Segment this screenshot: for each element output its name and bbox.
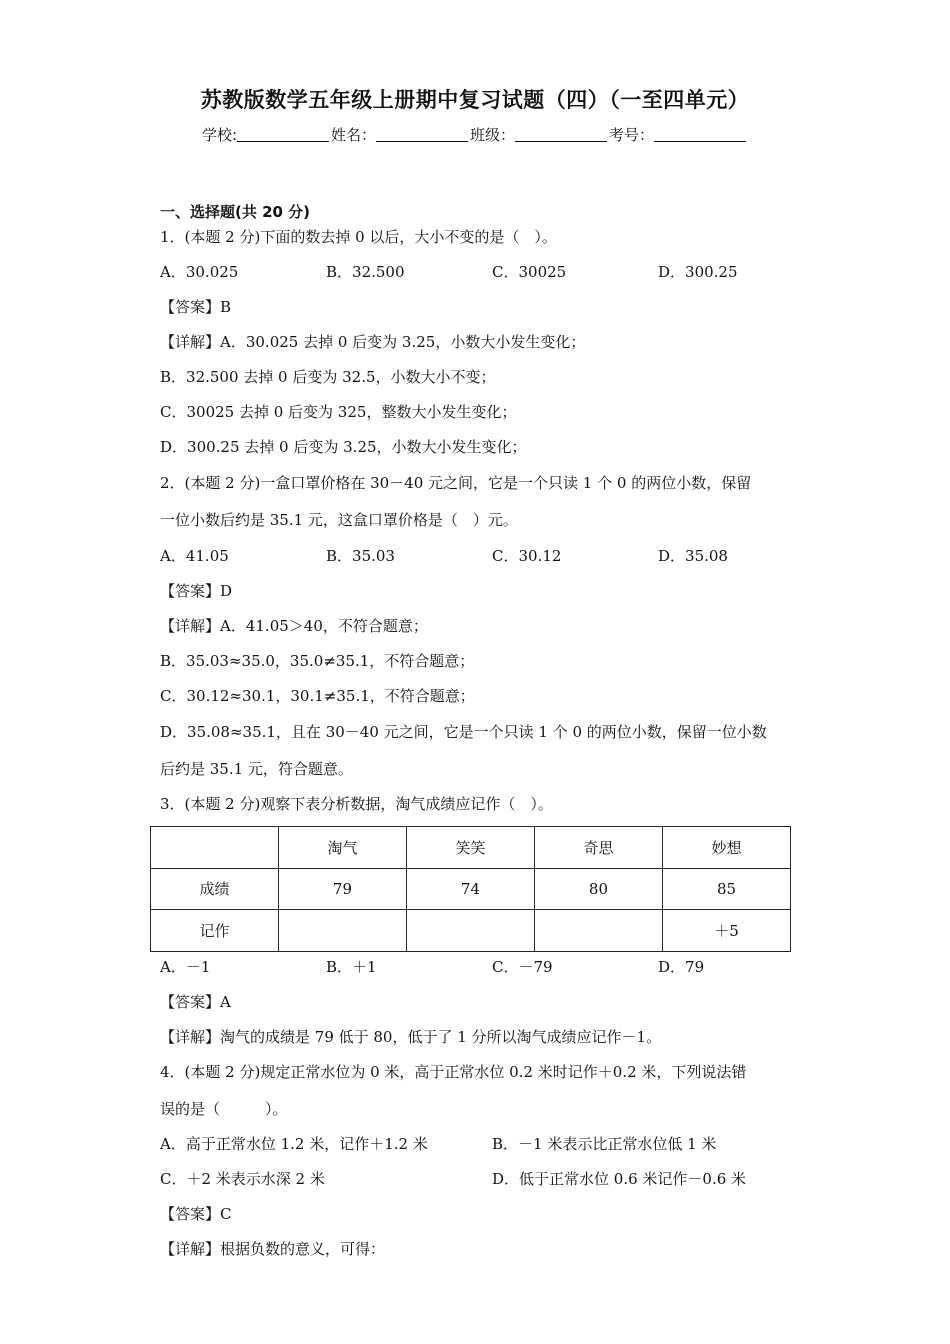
school-label: 学校:	[201, 126, 237, 144]
q4-stem-line: 误的是（ ）。	[160, 1100, 288, 1118]
q3-option-b: B．＋1	[326, 958, 377, 976]
q2-stem-line: 一位小数后约是 35.1 元，这盒口罩价格是（ ）元。	[160, 511, 518, 529]
q1-explain-line: B．32.500 去掉 0 后变为 32.5，小数大小不变；	[160, 368, 496, 386]
q4-option-a: A．高于正常水位 1.2 米，记作＋1.2 米	[160, 1135, 428, 1153]
table-header-row	[151, 827, 791, 869]
table-cell: 记作	[151, 910, 279, 952]
q1-explain-line: 【详解】A．30.025 去掉 0 后变为 3.25，小数大小发生变化；	[160, 333, 586, 351]
score-table	[150, 826, 791, 952]
q2-explain-line: D．35.08≈35.1，且在 30－40 元之间，它是一个只读 1 个 0 的两位小数，保留一位小数	[160, 723, 767, 741]
q2-option-b: B．35.03	[326, 547, 395, 565]
table-cell: 奇思	[534, 827, 662, 869]
table-row	[151, 868, 791, 910]
q3-option-c: C．－79	[492, 958, 553, 976]
q1-option-a: A．30.025	[160, 263, 239, 281]
table-cell	[534, 910, 662, 952]
q2-stem-line: 2．(本题 2 分)一盒口罩价格在 30－40 元之间，它是一个只读 1 个 0 的两位小数，保留	[160, 474, 752, 492]
q3-explain-line: 【详解】淘气的成绩是 79 低于 80，低于了 1 分所以淘气成绩应记作－1。	[160, 1028, 662, 1046]
name-blank	[376, 127, 468, 142]
q2-explain-line: 【详解】A．41.05＞40，不符合题意；	[160, 617, 428, 635]
q3-stem: 3．(本题 2 分)观察下表分析数据，淘气成绩应记作（ ）。	[160, 795, 553, 813]
class-label: 班级：	[470, 126, 516, 144]
q3-option-a: A．－1	[160, 958, 211, 976]
q4-stem-line: 4．(本题 2 分)规定正常水位为 0 米，高于正常水位 0.2 米时记作＋0.2 米，下列说法错	[160, 1063, 747, 1081]
q2-explain-line: C．30.12≈30.1，30.1≠35.1，不符合题意；	[160, 687, 475, 705]
q2-explain-line: 后约是 35.1 元，符合题意。	[160, 760, 353, 778]
q1-explain-line: C．30025 去掉 0 后变为 325，整数大小发生变化；	[160, 403, 517, 421]
table-row	[151, 910, 791, 952]
table-cell	[278, 910, 406, 952]
section-heading: 一、选择题(共 20 分)	[160, 203, 311, 221]
q2-option-c: C．30.12	[492, 547, 562, 565]
class-blank	[515, 127, 607, 142]
table-cell: 80	[534, 868, 662, 910]
table-cell: 85	[662, 868, 790, 910]
q2-option-a: A．41.05	[160, 547, 229, 565]
q3-option-d: D．79	[658, 958, 705, 976]
q1-option-c: C．30025	[492, 263, 567, 281]
exam-no-blank	[654, 127, 746, 142]
q2-answer: 【答案】D	[160, 582, 233, 600]
table-cell: 妙想	[662, 827, 790, 869]
name-label: 姓名：	[331, 126, 377, 144]
table-cell: 74	[406, 868, 534, 910]
table-cell: 成绩	[151, 868, 279, 910]
q1-answer: 【答案】B	[160, 298, 232, 316]
q1-explain-line: D．300.25 去掉 0 后变为 3.25，小数大小发生变化；	[160, 438, 527, 456]
table-cell	[151, 827, 279, 869]
table-cell	[406, 910, 534, 952]
q4-explain-line: 【详解】根据负数的意义，可得：	[160, 1240, 386, 1258]
school-blank	[237, 127, 329, 142]
q1-option-b: B．32.500	[326, 263, 405, 281]
table-cell: 79	[278, 868, 406, 910]
q4-option-c: C．＋2 米表示水深 2 米	[160, 1170, 325, 1188]
table-cell: 笑笑	[406, 827, 534, 869]
q4-option-b: B．－1 米表示比正常水位低 1 米	[492, 1135, 717, 1153]
q1-option-d: D．300.25	[658, 263, 738, 281]
table-cell: 淘气	[278, 827, 406, 869]
q1-stem: 1．(本题 2 分)下面的数去掉 0 以后，大小不变的是（ ）。	[160, 228, 557, 246]
table-cell: ＋5	[662, 910, 790, 952]
q4-answer: 【答案】C	[160, 1205, 232, 1223]
q2-option-d: D．35.08	[658, 547, 728, 565]
q2-explain-line: B．35.03≈35.0，35.0≠35.1，不符合题意；	[160, 652, 475, 670]
q4-option-d: D．低于正常水位 0.6 米记作－0.6 米	[492, 1170, 747, 1188]
exam-no-label: 考号：	[609, 126, 655, 144]
page-title: 苏教版数学五年级上册期中复习试题（四）（一至四单元）	[200, 88, 750, 112]
student-info-line	[0, 124, 950, 145]
q3-answer: 【答案】A	[160, 993, 231, 1011]
